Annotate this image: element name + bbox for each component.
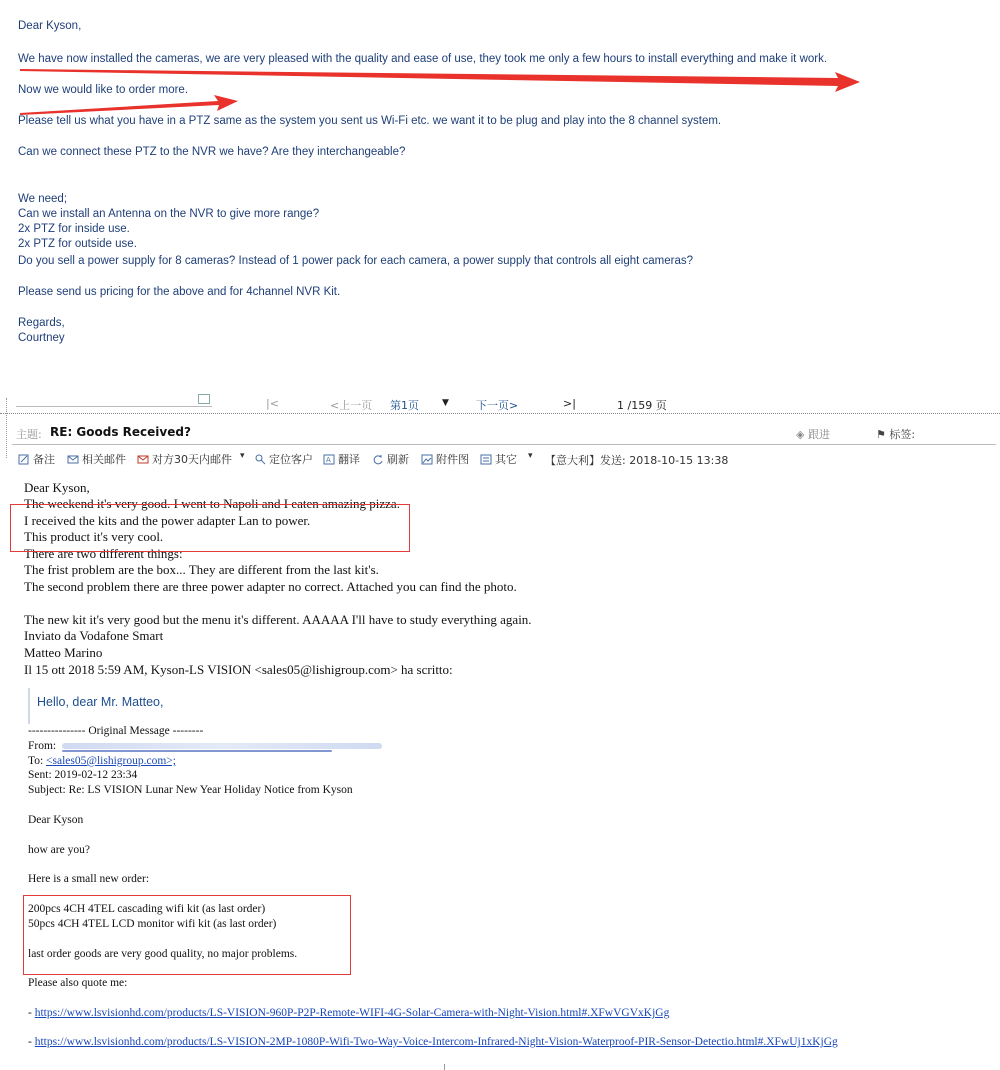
other-icon <box>480 454 492 465</box>
dash: - <box>28 1007 35 1019</box>
svg-text:A: A <box>326 455 331 464</box>
paragraph: I received the kits and the power adapter Lan to power. <box>24 513 311 528</box>
toolbar-label: 附件图 <box>436 453 469 466</box>
link-line <box>28 1036 838 1048</box>
paragraph: This product it's very cool. <box>24 529 164 544</box>
diamond-icon: ◈ <box>796 428 805 441</box>
tag-button[interactable] <box>876 426 915 442</box>
quote-bar <box>28 688 30 724</box>
toolbar-label: 刷新 <box>387 453 409 466</box>
search-input[interactable] <box>16 393 212 407</box>
short-arrow-icon <box>20 95 238 115</box>
attachment-image-button[interactable] <box>421 451 469 467</box>
greeting: Dear Kyson, <box>24 480 90 495</box>
follow-up-label: 跟进 <box>807 428 830 441</box>
signoff: Regards, <box>18 317 65 329</box>
flag-icon: ⚑ <box>876 428 886 441</box>
paragraph: Please also quote me: <box>28 977 128 989</box>
to-label: To: <box>28 755 44 767</box>
toolbar-label: 其它 <box>495 453 517 466</box>
product-link[interactable]: https://www.lsvisionhd.com/products/LS-VISION-2MP-1080P-Wifi-Two-Way-Voice-Intercom-Infrared-Night-Vision-Waterproof-PIR-Sensor-Detectio.html#.XFwUj1xKjGg <box>34 1036 838 1048</box>
annotation-arrows <box>0 0 1000 120</box>
product-link[interactable]: https://www.lsvisionhd.com/products/LS-VISION-960P-P2P-Remote-WIFI-4G-Solar-Camera-with-Night-Vision.html#.XFwVGVxKjGg <box>34 1007 670 1019</box>
next-page-button[interactable]: 下一页> <box>476 399 519 412</box>
toolbar-label: 定位客户 <box>269 453 313 466</box>
note-button[interactable] <box>18 451 55 467</box>
greeting: Dear Kyson <box>28 814 84 826</box>
link-line <box>28 1007 669 1019</box>
paragraph: The weekend it's very good. I went to Napoli and I eaten amazing pizza. <box>24 496 400 511</box>
from-label: From: <box>28 740 57 752</box>
greeting: Dear Kyson, <box>18 20 82 32</box>
paragraph: There are two different things: <box>24 546 183 561</box>
sent-info: 【意大利】发送: 2018-10-15 13:38 <box>545 454 729 467</box>
first-page-button[interactable]: |< <box>266 397 279 410</box>
paragraph: Here is a small new order: <box>28 873 150 885</box>
search-icon[interactable] <box>198 394 210 404</box>
page-count: 1 /159 页 <box>617 399 667 412</box>
attachment-image-icon <box>421 454 433 465</box>
related-mail-button[interactable] <box>67 451 126 467</box>
paragraph: We have now installed the cameras, we are very pleased with the quality and ease of use, they took me only a few hours to install everything and make it work. <box>18 53 828 65</box>
translate-button[interactable] <box>323 451 360 467</box>
subject-label: 主题: <box>16 428 42 441</box>
long-arrow-icon <box>20 69 860 92</box>
toolbar-label: 对方30天内邮件 <box>152 453 232 466</box>
paragraph: Now we would like to order more. <box>18 84 189 96</box>
divider <box>12 444 996 445</box>
redacted-underline <box>62 750 332 752</box>
paragraph: The new kit it's very good but the menu it's different. AAAAA I'll have to study everything again. <box>24 612 532 627</box>
divider <box>444 1064 445 1070</box>
dash: - <box>28 1036 35 1048</box>
quote-header: Il 15 ott 2018 5:59 AM, Kyson-LS VISION <sales05@lishigroup.com> ha scritto: <box>24 662 453 677</box>
paragraph: last order goods are very good quality, no major problems. <box>28 948 298 960</box>
list-item: 2x PTZ for outside use. <box>18 238 137 250</box>
original-message-separator: --------------- Original Message -------- <box>28 725 204 737</box>
chevron-down-icon[interactable]: ▾ <box>240 451 245 461</box>
paragraph: Please tell us what you have in a PTZ same as the system you sent us Wi-Fi etc. we want it to be plug and play into the 8 channel system. <box>18 115 722 127</box>
refresh-icon <box>372 454 384 465</box>
locate-customer-button[interactable] <box>254 451 313 467</box>
mail-30days-button[interactable] <box>137 451 232 467</box>
toolbar-label: 备注 <box>33 453 55 466</box>
order-item: 50pcs 4CH 4TEL LCD monitor wifi kit (as last order) <box>28 918 277 930</box>
list-item: 2x PTZ for inside use. <box>18 223 130 235</box>
locate-customer-icon <box>254 454 266 465</box>
follow-up-button[interactable] <box>796 426 830 442</box>
signature: Courtney <box>18 332 65 344</box>
paragraph: Inviato da Vodafone Smart <box>24 628 164 643</box>
paragraph: The frist problem are the box... They are different from the last kit's. <box>24 562 379 577</box>
paragraph: We need; <box>18 193 68 205</box>
translate-icon <box>323 454 335 465</box>
list-item: Can we install an Antenna on the NVR to give more range? <box>18 208 320 220</box>
paragraph: how are you? <box>28 844 90 856</box>
paragraph: Please send us pricing for the above and for 4channel NVR Kit. <box>18 286 341 298</box>
to-email-link[interactable]: <sales05@lishigroup.com>; <box>46 755 176 767</box>
chevron-down-icon[interactable]: ▾ <box>528 451 533 461</box>
highlight-box <box>10 504 410 552</box>
paragraph: The second problem there are three power adapter no correct. Attached you can find the photo. <box>24 579 517 594</box>
panel-divider <box>6 398 7 458</box>
last-page-button[interactable]: >| <box>563 397 576 410</box>
signature: Matteo Marino <box>24 645 103 660</box>
list-item: Do you sell a power supply for 8 cameras? Instead of 1 power pack for each camera, a power supply that controls all eight cameras? <box>18 255 694 267</box>
prev-page-button[interactable]: <上一页 <box>330 399 373 412</box>
related-mail-icon <box>67 454 79 465</box>
mail-30days-icon <box>137 454 149 465</box>
to-line <box>28 755 176 767</box>
toolbar-label: 相关邮件 <box>82 453 126 466</box>
order-item: 200pcs 4CH 4TEL cascading wifi kit (as last order) <box>28 903 266 915</box>
highlight-box <box>23 895 351 975</box>
redacted-sender <box>62 743 382 749</box>
toolbar-label: 翻译 <box>338 453 360 466</box>
chevron-down-icon[interactable]: ▼ <box>442 398 449 408</box>
other-button[interactable] <box>480 451 517 467</box>
subject-line: Subject: Re: LS VISION Lunar New Year Holiday Notice from Kyson <box>28 784 353 796</box>
tag-label: 标签: <box>889 428 916 441</box>
paragraph: Can we connect these PTZ to the NVR we have? Are they interchangeable? <box>18 146 406 158</box>
current-page-select[interactable]: 第1页 <box>390 399 419 412</box>
refresh-button[interactable] <box>372 451 409 467</box>
quoted-greeting: Hello, dear Mr. Matteo, <box>37 695 164 709</box>
sent-line: Sent: 2019-02-12 23:34 <box>28 769 138 781</box>
note-icon <box>18 454 30 465</box>
subject-title: RE: Goods Received? <box>50 425 191 439</box>
divider <box>0 413 1000 414</box>
